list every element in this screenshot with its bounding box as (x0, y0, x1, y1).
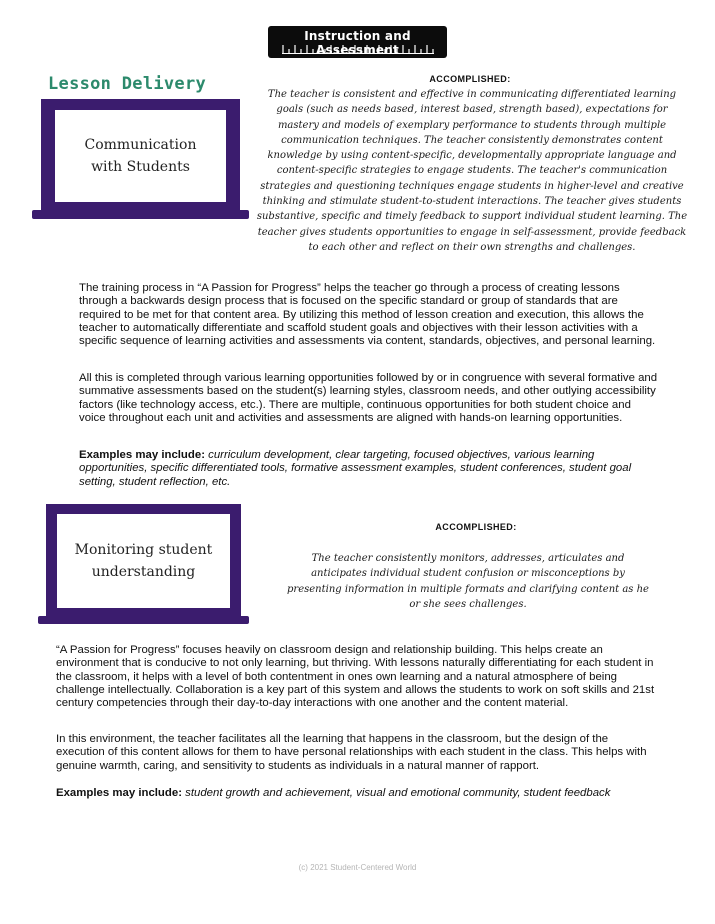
laptop-card-title: Monitoring student understanding (57, 514, 230, 608)
body-paragraph: In this environment, the teacher facilitates all the learning that happens in the classroom, but the design of the execution of this content allows for them to have personal relationships with each student in the class. This helps with genuine warmth, caring, and sensitivity to students as individuals in a natural manner of rapport. (56, 733, 647, 772)
footer-copyright: (c) 2021 Student-Centered World (298, 863, 417, 872)
laptop-card-communication (41, 99, 240, 210)
examples-label: Examples may include: (56, 787, 182, 799)
body-paragraph: The training process in “A Passion for Progress” helps the teacher go through a process of creating lessons through a backwards design process that is focused on the specific standard or group of standards that are required to be met for that content area. By utilizing this method of lesson creation and execution, this allows the teacher to automatically differentiate and scaffold student goals and objectives with their lesson activities with a specific sequence of learning activities and assessments via content, standards, objectives, and personal learning. (79, 282, 656, 348)
body-paragraph: All this is completed through various learning opportunities followed by or in congruence with several formative and summative assessments based on the student(s) learning styles, classroom needs, and other outlying accessibility factors (like technology access, etc.). There are multiple, continuous opportunities for both student choice and voice throughout each unit and activities and assessments are aligned with hands-on learning opportunities. (79, 372, 658, 424)
examples-list: curriculum development, clear targeting, focused objectives, various learning opportunities, specific differentiated tools, formative assessment examples, student conferences, student goal setting, student reflection, etc. (79, 449, 632, 488)
examples-paragraph (79, 449, 659, 489)
header-banner (268, 26, 447, 58)
section-heading: Lesson Delivery (48, 74, 207, 94)
accomplished-label: ACCOMPLISHED: (435, 522, 517, 532)
laptop-card-monitoring (46, 504, 241, 616)
accomplished-description: The teacher is consistent and effective in communicating differentiated learning goals (such as needs based, interest based, strength based), expectations for mastery and models of exemplary performance to students through multiple communication techniques. The teacher consistently demonstrates content knowledge by using content-specific, developmentally appropriate language and content-specific strategies to engage students. The teacher's communication strategies and questioning techniques engage students in higher-level and creative thinking and stimulate student-to-student interactions. The teacher gives students substantive, specific and timely feedback to support individual student learning. The teacher gives students opportunities to engage in self-assessment, provide feedback to each other and reflect on their own strengths and challenges. (256, 89, 688, 253)
examples-list: student growth and achievement, visual and emotional community, student feedback (185, 787, 611, 799)
laptop-base (32, 210, 249, 219)
ruler-icon (282, 44, 434, 54)
examples-paragraph (56, 787, 659, 800)
body-paragraph: “A Passion for Progress” focuses heavily on classroom design and relationship building. This helps create an environment that is conducive to not only learning, but thriving. With lessons naturally differentiating for each student in the classroom, it helps with a level of both contentment in ones own learning and a natural atmosphere of being challenge intellectually. Collaboration is a key part of this system and allows the students to work on soft skills and 21st century competencies through their day-to-day interactions with one another and the content material. (56, 644, 655, 710)
accomplished-description: The teacher consistently monitors, addresses, articulates and anticipates individual student confusion or misconceptions by presenting information in multiple formats and clarifying content as he or she sees challenges. (287, 553, 649, 610)
accomplished-label: ACCOMPLISHED: (429, 74, 511, 84)
laptop-card-title: Communication with Students (55, 110, 226, 202)
laptop-base (38, 616, 249, 624)
banner-title: Instruction and Assessment (304, 29, 411, 57)
examples-label: Examples may include: (79, 449, 205, 461)
